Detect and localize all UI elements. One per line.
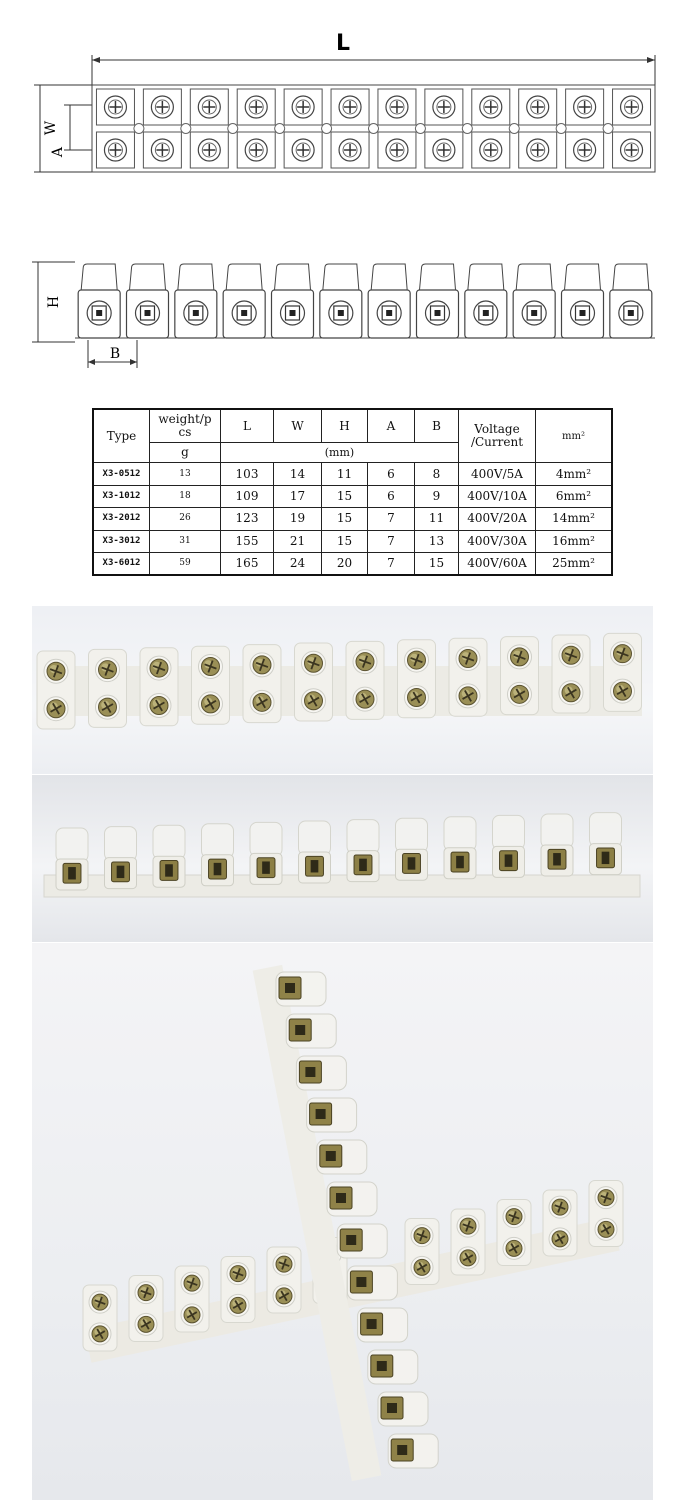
terminal-cap	[590, 813, 622, 847]
screw-slot	[483, 310, 489, 316]
cell-area: 6mm²	[536, 485, 613, 507]
screw-slot	[311, 860, 319, 872]
screw-slot	[165, 864, 173, 876]
screw-slot	[262, 861, 270, 873]
cell-H: 11	[322, 463, 368, 485]
terminal-cap	[178, 264, 214, 290]
cell-type: X3-1012	[93, 485, 150, 507]
header-L: L	[221, 409, 274, 443]
cell-B: 11	[415, 508, 459, 530]
screw-slot	[367, 1319, 377, 1329]
cell-type: X3-6012	[93, 553, 150, 575]
screw-slot	[336, 1193, 346, 1203]
header-weight-unit: g	[150, 443, 221, 463]
header-area: mm²	[536, 409, 613, 463]
strip-outline	[92, 85, 655, 172]
screw-slot	[628, 310, 634, 316]
terminal-strip-photo-top	[37, 633, 642, 729]
cell-H: 15	[322, 485, 368, 507]
table-row	[93, 485, 612, 507]
screw-slot	[316, 1109, 326, 1119]
cell-area: 16mm²	[536, 530, 613, 552]
hole-icon	[556, 124, 566, 134]
screw-slot	[68, 867, 76, 879]
terminal-cap	[81, 264, 117, 290]
hole-icon	[415, 124, 425, 134]
cell-B: 8	[415, 463, 459, 485]
terminal-cap	[420, 264, 456, 290]
hole-icon	[181, 124, 191, 134]
terminal-strip-photo-side	[44, 813, 640, 897]
header-mm-unit: (mm)	[221, 443, 459, 463]
cell-H: 15	[322, 530, 368, 552]
dimension-A-label: A	[50, 146, 66, 158]
screw-slot	[346, 1235, 356, 1245]
terminal-cap	[565, 264, 601, 290]
dimension-W-label: W	[43, 120, 59, 136]
screw-slot	[580, 310, 586, 316]
cell-W: 19	[274, 508, 322, 530]
screw-slot	[435, 310, 441, 316]
cell-L: 109	[221, 485, 274, 507]
product-photo-side	[32, 775, 653, 942]
hole-icon	[228, 124, 238, 134]
screw-slot	[145, 310, 151, 316]
screw-slot	[356, 1277, 366, 1287]
terminal-cap	[493, 815, 525, 849]
terminal-strip-side-view	[75, 264, 655, 338]
table-row	[93, 530, 612, 552]
cell-H: 20	[322, 553, 368, 575]
cell-area: 4mm²	[536, 463, 613, 485]
screw-slot	[214, 863, 222, 875]
hole-icon	[275, 124, 285, 134]
spec-table	[92, 408, 613, 576]
screw-slot	[456, 856, 464, 868]
terminal-cap	[541, 814, 573, 848]
cell-weight: 59	[150, 553, 221, 575]
table-row	[93, 553, 612, 575]
screw-slot	[505, 854, 513, 866]
terminal-cap	[56, 828, 88, 862]
cell-A: 7	[368, 508, 415, 530]
screw-slot	[602, 852, 610, 864]
header-voltage	[459, 409, 536, 463]
cell-weight: 31	[150, 530, 221, 552]
screw-slot	[408, 857, 416, 869]
terminal-cap	[202, 824, 234, 858]
header-voltage-line1: Voltage	[474, 422, 520, 437]
product-photo-crossed	[32, 943, 653, 1500]
cell-W: 24	[274, 553, 322, 575]
cell-area: 14mm²	[536, 508, 613, 530]
hole-icon	[369, 124, 379, 134]
cell-type: X3-0512	[93, 463, 150, 485]
header-weight-line2: cs	[178, 425, 192, 440]
screw-slot	[531, 310, 537, 316]
cell-weight: 26	[150, 508, 221, 530]
header-type: Type	[93, 409, 150, 463]
cell-A: 7	[368, 530, 415, 552]
screw-slot	[397, 1445, 407, 1455]
terminal-cap	[468, 264, 504, 290]
terminal-cap	[396, 818, 428, 852]
screw-slot	[295, 1025, 305, 1035]
header-weight	[150, 409, 221, 443]
dimension-B-label: B	[109, 346, 121, 362]
terminal-cap	[250, 822, 282, 856]
cell-L: 165	[221, 553, 274, 575]
header-weight-line1: weight/p	[158, 412, 212, 427]
hole-icon	[603, 124, 613, 134]
terminal-cap	[105, 827, 137, 861]
cell-A: 6	[368, 485, 415, 507]
cell-L: 123	[221, 508, 274, 530]
screw-slot	[387, 1403, 397, 1413]
cell-W: 21	[274, 530, 322, 552]
header-voltage-line2: /Current	[470, 435, 524, 450]
hole-icon	[462, 124, 472, 134]
header-B: B	[415, 409, 459, 443]
terminal-cap	[516, 264, 552, 290]
cell-H: 15	[322, 508, 368, 530]
terminal-cap	[226, 264, 262, 290]
dimension-L-label: L	[335, 31, 351, 56]
hole-icon	[509, 124, 519, 134]
hole-icon	[322, 124, 332, 134]
screw-slot	[117, 866, 125, 878]
header-A: A	[368, 409, 415, 443]
screw-slot	[553, 853, 561, 865]
terminal-cap	[130, 264, 166, 290]
cell-B: 13	[415, 530, 459, 552]
cell-voltage: 400V/5A	[459, 463, 536, 485]
cell-A: 6	[368, 463, 415, 485]
product-photo-top	[32, 606, 653, 774]
cell-weight: 13	[150, 463, 221, 485]
screw-slot	[377, 1361, 387, 1371]
cell-L: 155	[221, 530, 274, 552]
cell-type: X3-2012	[93, 508, 150, 530]
cell-W: 14	[274, 463, 322, 485]
top-view-drawing	[0, 0, 697, 200]
cell-B: 9	[415, 485, 459, 507]
table-row	[93, 463, 612, 485]
screw-slot	[305, 1067, 315, 1077]
screw-slot	[96, 310, 102, 316]
cell-A: 7	[368, 553, 415, 575]
side-view-drawing	[0, 250, 697, 380]
table-row	[93, 508, 612, 530]
dimension-H-label: H	[46, 295, 62, 309]
terminal-cap	[613, 264, 649, 290]
cell-voltage: 400V/20A	[459, 508, 536, 530]
screw-slot	[285, 983, 295, 993]
header-W: W	[274, 409, 322, 443]
cell-voltage: 400V/30A	[459, 530, 536, 552]
terminal-strip-top-view	[92, 85, 655, 172]
screw-slot	[326, 1151, 336, 1161]
screw-slot	[386, 310, 392, 316]
terminal-cap	[323, 264, 359, 290]
terminal-cap	[153, 825, 185, 859]
cell-weight: 18	[150, 485, 221, 507]
terminal-cap	[299, 821, 331, 855]
cell-area: 25mm²	[536, 553, 613, 575]
header-H: H	[322, 409, 368, 443]
screw-slot	[241, 310, 247, 316]
terminal-cap	[444, 817, 476, 851]
screw-slot	[290, 310, 296, 316]
cell-W: 17	[274, 485, 322, 507]
cell-voltage: 400V/60A	[459, 553, 536, 575]
screw-slot	[338, 310, 344, 316]
screw-slot	[359, 859, 367, 871]
cell-voltage: 400V/10A	[459, 485, 536, 507]
screw-slot	[193, 310, 199, 316]
cell-type: X3-3012	[93, 530, 150, 552]
cell-L: 103	[221, 463, 274, 485]
cell-B: 15	[415, 553, 459, 575]
hole-icon	[134, 124, 144, 134]
terminal-cap	[347, 820, 379, 854]
terminal-cap	[275, 264, 311, 290]
terminal-cap	[371, 264, 407, 290]
